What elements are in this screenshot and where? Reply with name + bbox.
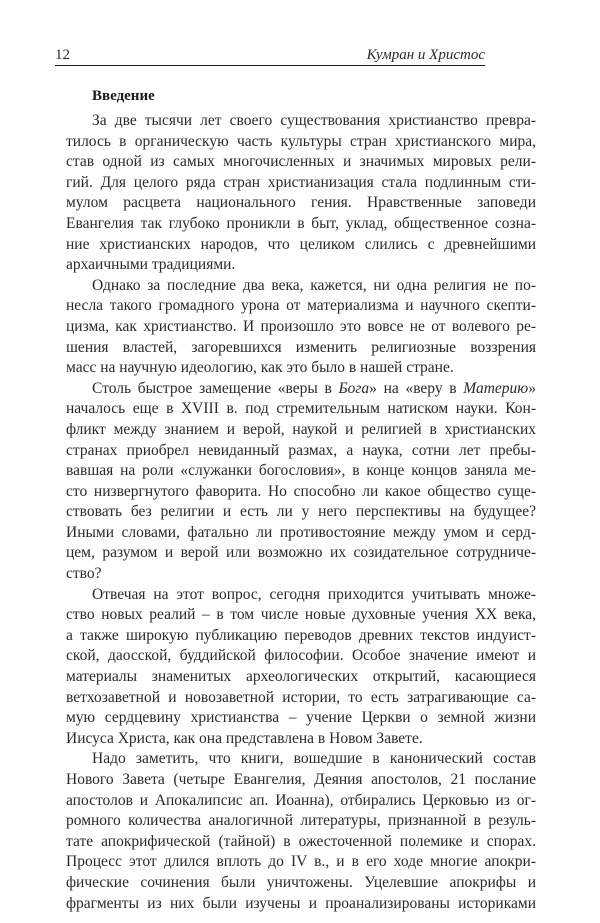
text-line: Отвечая на этот вопрос, сегодня приходится учитывать множе- xyxy=(92,585,536,603)
text-line: ской, даосской, буддийской философии. Особое значение имеют и xyxy=(66,647,536,665)
text-line: За две тысячи лет своего существования христианство превра- xyxy=(92,112,536,129)
text-line: фликт между знанием и верой, наукой и религией в христианских xyxy=(66,420,536,438)
text-line: цем, разумом и верой или возможно их созидательное сотрудниче- xyxy=(66,544,536,562)
text-line: ромного количества аналогичной литературы, признанной в резуль- xyxy=(66,812,536,830)
text-line: Иисуса Христа, как она представлена в Новом Завете. xyxy=(66,729,423,747)
text-line: шения властей, загоревшихся изменить религиозные воззрения xyxy=(66,338,536,356)
text-line: архаичными традициями. xyxy=(66,256,236,274)
text-run: Столь быстрое замещение «веры в xyxy=(92,379,339,397)
italic-term-matter: Материю xyxy=(463,379,529,397)
text-line: сто низвергнутого фаворита. Но способно ли какое общество суще- xyxy=(66,482,536,500)
text-line: апостолов и Апокалипсис ап. Иоанна), отбирались Церковью из ог- xyxy=(66,791,536,809)
text-line: став одной из самых многочисленных и значимых мировых рели- xyxy=(66,153,536,171)
text-line: фические сочинения были уничтожены. Уцелевшие апокрифы и xyxy=(66,873,536,891)
text-line: Однако за последние два века, кажется, ни одна религия не по- xyxy=(92,276,536,294)
text-line: началось еще в XVIII в. под стремительным натиском науки. Кон- xyxy=(66,400,536,418)
text-line: Надо заметить, что книги, вошедшие в канонический состав xyxy=(92,750,536,768)
text-line: странах приобрел невиданный размах, а наука, сотни лет пребы- xyxy=(66,441,536,459)
section-heading: Введение xyxy=(92,88,155,104)
paragraph-5 xyxy=(66,749,536,914)
text-line: Иными словами, фатально ли противостояние между умом и серд- xyxy=(66,523,536,541)
text-line: Евангелия так глубоко проникли в быт, уклад, общественное созна- xyxy=(66,214,536,232)
page-number: 12 xyxy=(55,47,70,63)
text-line-with-italics xyxy=(66,379,536,400)
text-line: масс на научную идеологию, как это было в нашей стране. xyxy=(66,359,454,377)
text-line: Процесс этот длился вплоть до IV в., и в его ходе многие апокри- xyxy=(66,853,536,871)
paragraph-4 xyxy=(66,585,536,750)
page-body xyxy=(66,88,536,914)
paragraph-1 xyxy=(66,111,536,276)
text-line: вавшая на роли «служанки богословия», в конце концов заняла ме- xyxy=(66,462,536,480)
text-line: мулом расцвета национального гения. Нравственные заповеди xyxy=(66,194,536,212)
text-run: » на «веру в xyxy=(369,379,464,397)
text-line: несла такого громадного урона от материализма и научного скепти- xyxy=(66,297,536,315)
text-line: ство новых реалий – в том числе новые духовные учения XX века, xyxy=(66,606,536,624)
text-line: ние христианских народов, что целиком слились с древнейшими xyxy=(66,235,536,253)
text-line: а также широкую публикацию переводов древних текстов индуист- xyxy=(66,626,536,644)
book-title: Кумран и Христос xyxy=(366,47,485,63)
text-line: материалы знаменитых археологических открытий, касающиеся xyxy=(66,668,536,686)
text-line: мую сердцевину христианства – учение Церкви о земной жизни xyxy=(66,709,536,727)
text-line: тилось в органическую часть культуры стран христианского мира, xyxy=(66,132,536,150)
paragraph-3 xyxy=(66,379,536,585)
text-line: Нового Завета (четыре Евангелия, Деяния апостолов, 21 послание xyxy=(66,771,536,788)
text-run: » xyxy=(528,379,536,397)
paragraph-2 xyxy=(66,276,536,379)
text-line: цизма, как христианство. И произошло это вовсе не от волевого ре- xyxy=(66,317,536,335)
text-line: ство? xyxy=(66,565,102,583)
text-line: гий. Для целого ряда стран христианизация стала подлинным сти- xyxy=(66,173,536,191)
text-line: фрагменты из них были изучены и проанализированы историками xyxy=(66,894,536,912)
text-line: тате апокрифической (тайной) в ожесточенной полемике и спорах. xyxy=(66,832,536,850)
text-line: ветхозаветной и новозаветной истории, то есть затрагивающие са- xyxy=(66,688,536,706)
italic-term-god: Бога xyxy=(338,379,370,397)
running-header xyxy=(55,45,485,66)
text-line: ствовать без религии и есть ли у него перспективы на будущее? xyxy=(66,503,536,521)
